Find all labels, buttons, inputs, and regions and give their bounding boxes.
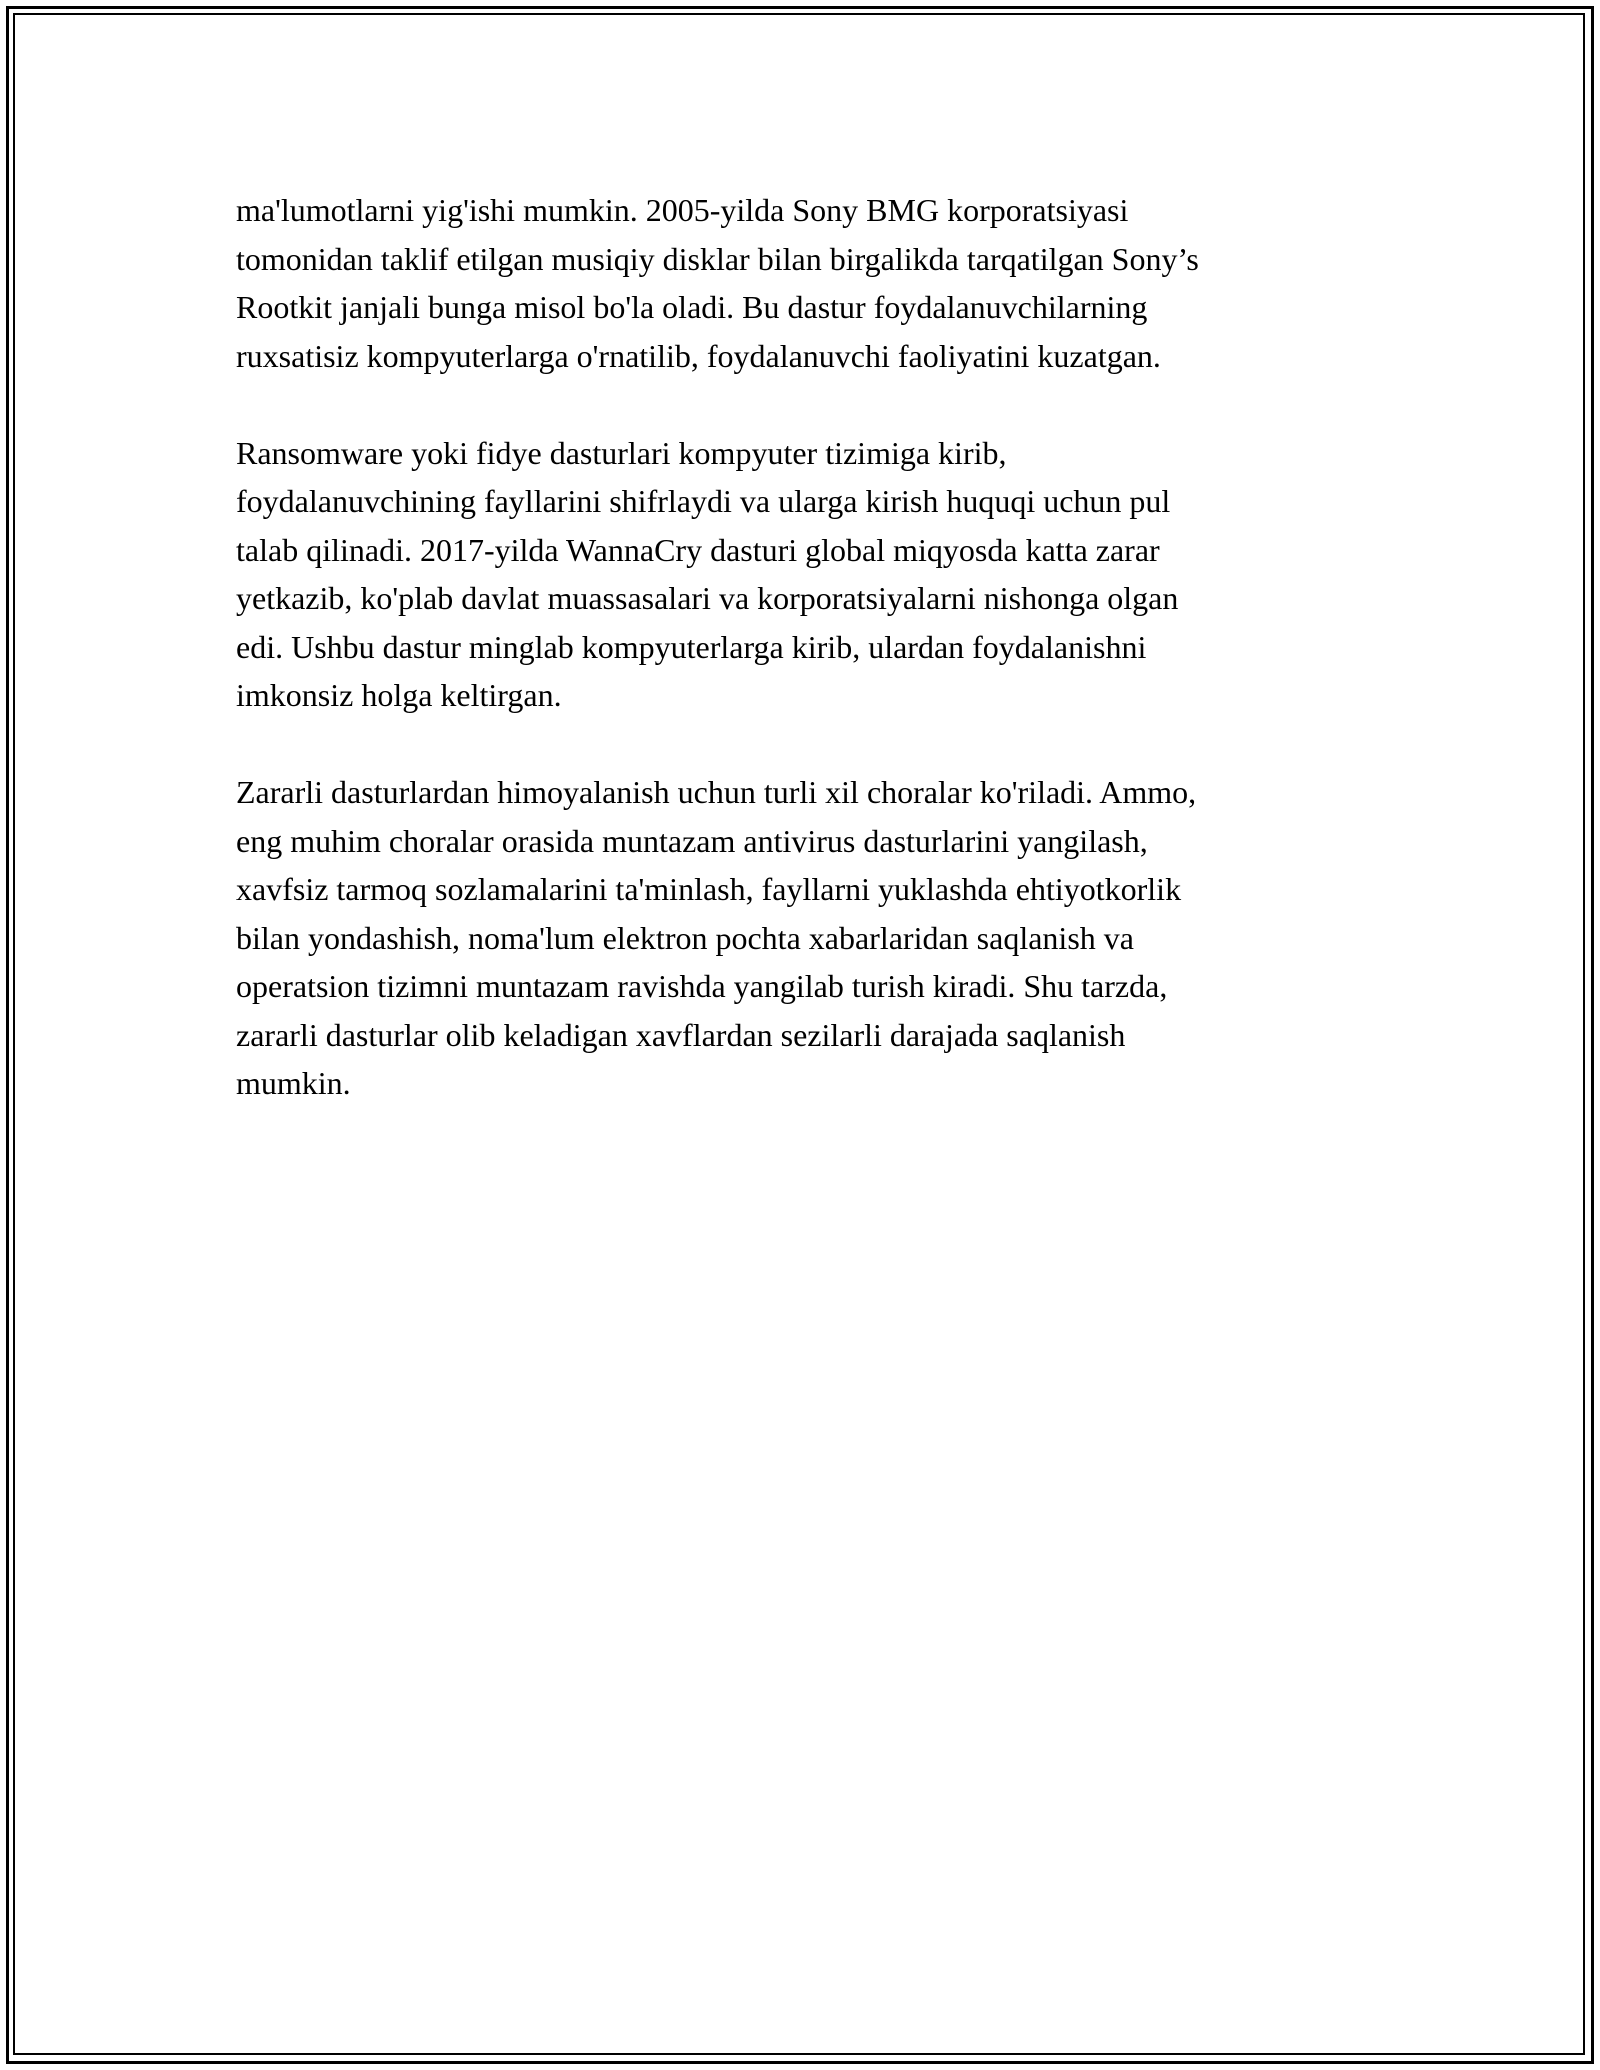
paragraph-malware-spyware: ma'lumotlarni yig'ishi mumkin. 2005-yilda Sony BMG korporatsiyasi tomonidan taklif etilgan musiqiy disklar bilan birgalikda tarqatilgan Sony’s Rootkit janjali bunga misol bo'la oladi. Bu dastur foydalanuvchilarning ruxsatisiz kompyuterlarga o'rnatilib, foydalanuvchi faoliyatini kuzatgan. bbox=[236, 192, 1199, 374]
paragraph-protection-measures: Zararli dasturlardan himoyalanish uchun turli xil choralar ko'riladi. Ammo, eng muhim choralar orasida muntazam antivirus dasturlarini yangilash, xavfsiz tarmoq sozlamalarini ta'minlash, fayllarni yuklashda ehtiyotkorlik bilan yondashish, noma'lum elektron pochta xabarlaridan saqlanish va operatsion tizimni muntazam ravishda yangilab turish kiradi. Shu tarzda, zararli dasturlar olib keladigan xavflardan sezilarli darajada saqlanish mumkin. bbox=[236, 774, 1197, 1101]
paragraph-ransomware: Ransomware yoki fidye dasturlari kompyuter tizimiga kirib, foydalanuvchining fayllarini shifrlaydi va ularga kirish huquqi uchun pul talab qilinadi. 2017-yilda WannaCry dasturi global miqyosda katta zarar yetkazib, ko'plab davlat muassasalari va korporatsiyalarni nishonga olgan edi. Ushbu dastur minglab kompyuterlarga kirib, ulardan foydalanishni imkonsiz holga keltirgan. bbox=[236, 434, 1179, 713]
document-body bbox=[236, 186, 1356, 1156]
